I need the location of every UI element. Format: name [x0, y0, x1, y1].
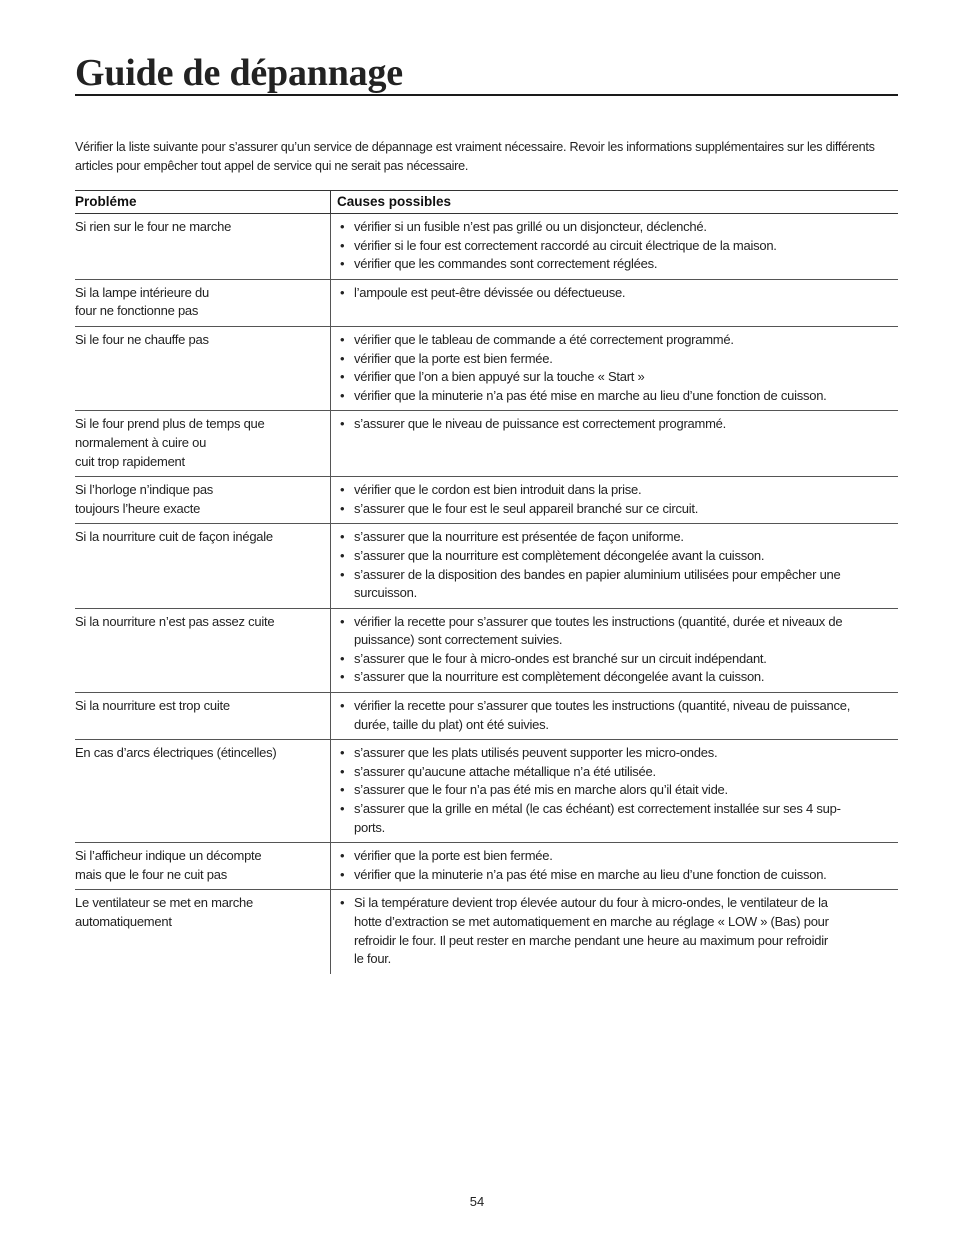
header-causes: Causes possibles	[330, 191, 898, 213]
causes-cell	[330, 693, 898, 739]
cause-item: • vérifier que la porte est bien fermée.	[337, 847, 894, 866]
cause-item: • vérifier que l’on a bien appuyé sur la touche « Start »	[337, 368, 894, 387]
causes-cell	[330, 280, 898, 326]
causes-cell	[330, 327, 898, 410]
causes-cell	[330, 890, 898, 973]
causes-cell	[330, 477, 898, 523]
causes-list	[337, 218, 894, 274]
cause-item: • vérifier que la porte est bien fermée.	[337, 350, 894, 369]
causes-list	[337, 613, 894, 687]
cause-item: • vérifier si le four est correctement raccordé au circuit électrique de la maison.	[337, 237, 894, 256]
cause-item: • Si la température devient trop élevée autour du four à micro-ondes, le ventilateur de la hotte d’extraction se met automatiquement en marche au réglage « LOW » (Bas) pour refroidir le four. Il peut rester en marche pendant une heure au maximum pour refroidir le four.	[337, 894, 894, 968]
causes-cell	[330, 411, 898, 476]
cause-item: • vérifier que la minuterie n’a pas été mise en marche au lieu d’une fonction de cuisson.	[337, 387, 894, 406]
table-row	[75, 693, 898, 740]
table-row	[75, 890, 898, 973]
table-row	[75, 843, 898, 890]
table-row	[75, 280, 898, 327]
table-row	[75, 740, 898, 843]
problem-cell: En cas d’arcs électriques (étincelles)	[75, 745, 277, 761]
causes-list	[337, 528, 894, 602]
problem-cell: Si la nourriture est trop cuite	[75, 698, 230, 714]
cause-item: • s’assurer que la nourriture est complètement décongelée avant la cuisson.	[337, 547, 894, 566]
causes-cell	[330, 740, 898, 842]
cause-item: • s’assurer que le niveau de puissance est correctement programmé.	[337, 415, 894, 434]
causes-list	[337, 331, 894, 405]
causes-list	[337, 284, 894, 303]
causes-list	[337, 481, 894, 518]
problem-cell: Si la lampe intérieure du four ne fonctionne pas	[75, 284, 209, 319]
cause-item: • s’assurer que le four n’a pas été mis en marche alors qu’il était vide.	[337, 781, 894, 800]
cause-item: • s’assurer que la nourriture est présentée de façon uniforme.	[337, 528, 894, 547]
page-title: Guide de dépannage	[75, 52, 403, 94]
causes-cell	[330, 524, 898, 607]
problem-cell: Si le four ne chauffe pas	[75, 331, 209, 347]
causes-list	[337, 847, 894, 884]
cause-item: • s’assurer que le four à micro-ondes est branché sur un circuit indépendant.	[337, 650, 894, 669]
cause-item: • s’assurer de la disposition des bandes en papier aluminium utilisées pour empêcher une surcuisson.	[337, 566, 894, 603]
causes-cell	[330, 609, 898, 692]
problem-cell: Si l’afficheur indique un décompte mais que le four ne cuit pas	[75, 848, 262, 882]
cause-item: • vérifier la recette pour s’assurer que toutes les instructions (quantité, durée et niveaux de puissance) sont correctement suivies.	[337, 613, 894, 650]
problem-cell: Si la nourriture n’est pas assez cuite	[75, 613, 275, 629]
troubleshooting-table	[75, 190, 898, 974]
title-rule	[75, 94, 898, 96]
causes-cell	[330, 843, 898, 889]
cause-item: • s’assurer que les plats utilisés peuvent supporter les micro-ondes.	[337, 744, 894, 763]
intro-paragraph: Vérifier la liste suivante pour s’assurer qu’un service de dépannage est vraiment nécessaire. Revoir les informations supplémentaires sur les différents articles pour empêcher tout appel de service qui ne serait pas nécessaire.	[75, 140, 875, 173]
cause-item: • s’assurer que la grille en métal (le cas échéant) est correctement installée sur ses 4 sup- ports.	[337, 800, 894, 837]
cause-item: • vérifier si un fusible n’est pas grillé ou un disjoncteur, déclenché.	[337, 218, 894, 237]
cause-item: • vérifier que la minuterie n’a pas été mise en marche au lieu d’une fonction de cuisson.	[337, 866, 894, 885]
cause-item: • vérifier que le tableau de commande a été correctement programmé.	[337, 331, 894, 350]
table-row	[75, 214, 898, 280]
cause-item: • vérifier que le cordon est bien introduit dans la prise.	[337, 481, 894, 500]
cause-item: • s’assurer qu’aucune attache métallique n’a été utilisée.	[337, 763, 894, 782]
cause-item: • l’ampoule est peut-être dévissée ou défectueuse.	[337, 284, 894, 303]
causes-list	[337, 415, 894, 434]
causes-list	[337, 744, 894, 837]
problem-cell: Le ventilateur se met en marche automatiquement	[75, 895, 253, 929]
causes-cell	[330, 214, 898, 279]
page-number: 54	[469, 1194, 485, 1209]
cause-item: • vérifier la recette pour s’assurer que toutes les instructions (quantité, niveau de puissance, durée, taille du plat) ont été suivies.	[337, 697, 894, 734]
problem-cell: Si l’horloge n’indique pas toujours l’heure exacte	[75, 482, 214, 516]
cause-item: • s’assurer que la nourriture est complètement décongelée avant la cuisson.	[337, 668, 894, 687]
problem-cell: Si rien sur le four ne marche	[75, 219, 232, 234]
table-header-row	[75, 191, 898, 214]
causes-list	[337, 894, 894, 968]
table-row	[75, 477, 898, 524]
table-row	[75, 327, 898, 411]
problem-cell: Si le four prend plus de temps que normalement à cuire ou cuit trop rapidement	[75, 416, 265, 469]
cause-item: • s’assurer que le four est le seul appareil branché sur ce circuit.	[337, 500, 894, 519]
table-row	[75, 524, 898, 608]
problem-cell: Si la nourriture cuit de façon inégale	[75, 529, 273, 545]
table-row	[75, 411, 898, 477]
table-row	[75, 609, 898, 693]
table-body	[75, 214, 898, 974]
causes-list	[337, 697, 894, 734]
cause-item: • vérifier que les commandes sont correctement réglées.	[337, 255, 894, 274]
header-problem: Probléme	[75, 194, 137, 209]
